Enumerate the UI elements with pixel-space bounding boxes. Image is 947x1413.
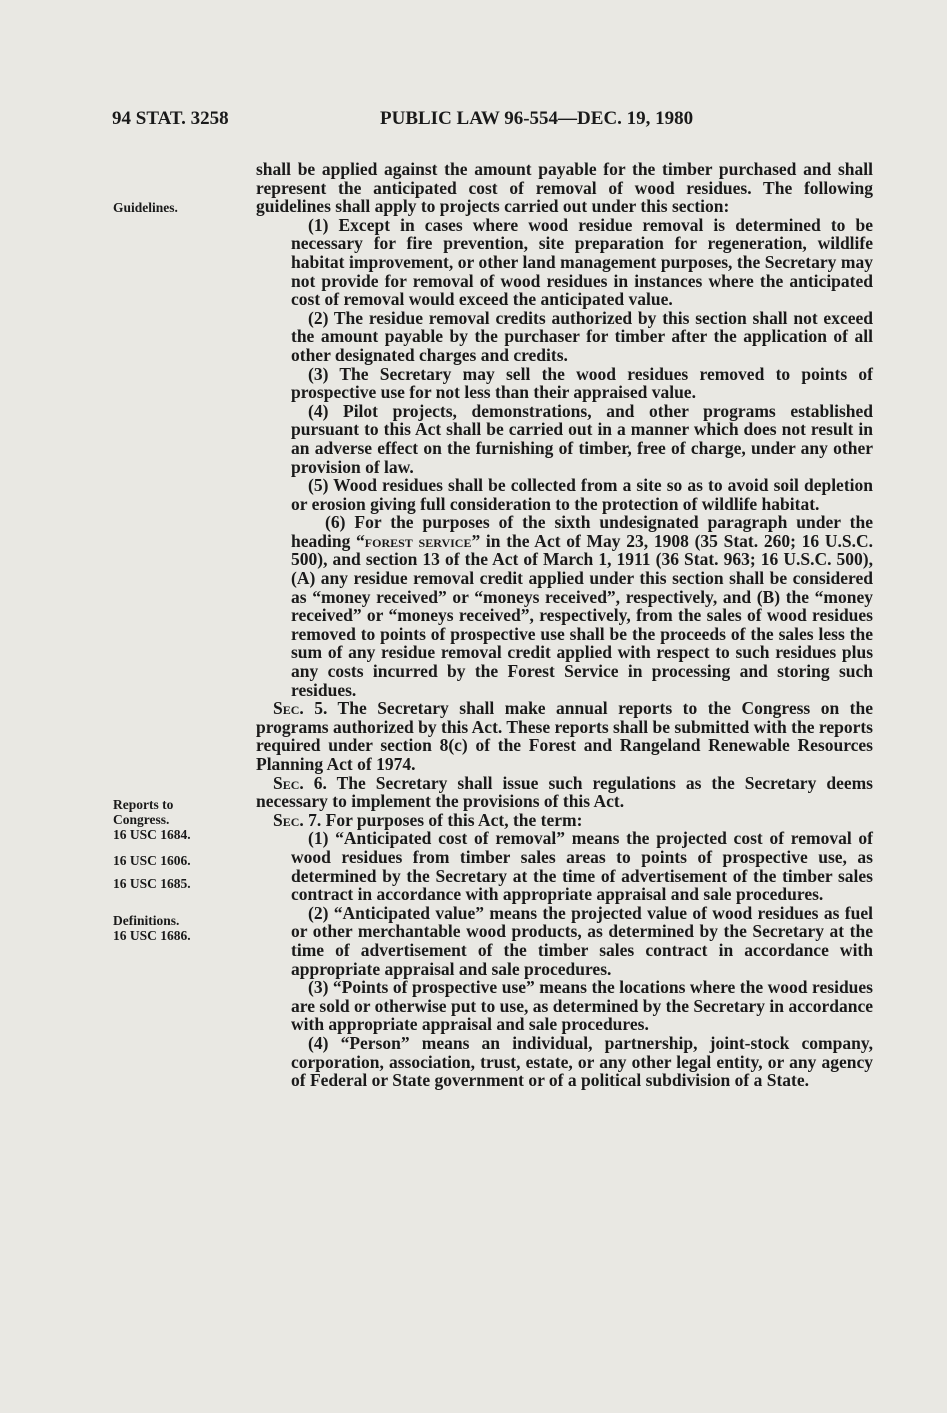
margin-note-definitions: Definitions. 16 USC 1686. [113, 913, 191, 943]
stat-page-number: 94 STAT. 3258 [112, 108, 229, 129]
guideline-2: (2) The residue removal credits authorized by this section shall not exceed the amount payable by the purchaser for timber after the application of all other designated charges and credits. [291, 307, 873, 365]
margin-note-reports: Reports to Congress. 16 USC 1684. [113, 797, 191, 842]
section-5: Sec. 5. The Secretary shall make annual reports to the Congress on the programs authorized by this Act. These reports shall be submitted with the reports required under section 8(c) of the Forest and Rangeland Renewable Resources Planning Act of 1974. [256, 698, 874, 774]
guideline-6: (6) For the purposes of the sixth undesignated paragraph under the heading “forest service” in the Act of May 23, 1908 (35 Stat. 260; 16 U.S.C. 500), and section 13 of the Act of March 1, 1911 (36 Stat. 963; 16 U.S.C. 500), (A) any residue removal credit applied under this section shall be considered as “money received” or “moneys received”, respectively, and (B) the “money received” or “moneys received”, respectively, from the sales of wood residues removed to points of prospective use shall be the proceeds of the sales less the sum of any residue removal credit applied with respect to such residues plus any costs incurred by the Forest Service in processing and storing such residues. [291, 512, 873, 700]
definition-4: (4) “Person” means an individual, partnership, joint-stock company, corporation, association, trust, estate, or any other legal entity, or any agency of Federal or State government or of a political subdivision of a State. [291, 1032, 873, 1091]
guideline-1: (1) Except in cases where wood residue removal is determined to be necessary for fire prevention, site preparation for regeneration, wildlife habitat improvement, or other land management purposes, the Secretary may not provide for removal of wood residues in instances where the anticipated cost of removal would exceed the anticipated value. [291, 214, 873, 310]
statute-body [256, 160, 873, 1090]
definition-3: (3) “Points of prospective use” means the locations where the wood residues are sold or otherwise put to use, as determined by the Secretary in accordance with appropriate appraisal and sale procedures. [291, 977, 873, 1035]
section-5-label: Sec. 5. [273, 698, 328, 719]
law-title: PUBLIC LAW 96-554—DEC. 19, 1980 [380, 108, 694, 129]
definition-1: (1) “Anticipated cost of removal” means the projected cost of removal of wood residues from timber sales areas to points of prospective use, as determined by the Secretary at the time of advertisement of the timber sales contract in accordance with appropriate appraisal and sale procedures. [291, 828, 873, 905]
section-7-label: Sec. 7. [273, 809, 322, 830]
section-7: Sec. 7. For purposes of this Act, the term: [273, 809, 583, 830]
paragraph-continuation: shall be applied against the amount payable for the timber purchased and shall represent the anticipated cost of removal of wood residues. The following guidelines shall apply to projects carried out under this section: [256, 159, 873, 217]
guideline-3: (3) The Secretary may sell the wood residues removed to points of prospective use for not less than their appraised value. [291, 363, 873, 403]
section-6-label: Sec. 6. [273, 772, 327, 793]
guideline-4: (4) Pilot projects, demonstrations, and other programs established pursuant to this Act shall be carried out in a manner which does not result in an adverse effect on the furnishing of timber, free of charge, under any other provision of law. [291, 400, 873, 477]
margin-note-usc-1685: 16 USC 1685. [113, 876, 191, 891]
margin-note-guidelines: Guidelines. [113, 200, 178, 215]
page-header [112, 108, 872, 138]
definition-2: (2) “Anticipated value” means the projected value of wood residues as fuel or other merchantable wood products, as determined by the Secretary at the time of advertisement of the timber sales contract in accordance with appropriate appraisal and sale procedures. [291, 902, 873, 979]
section-6: Sec. 6. The Secretary shall issue such regulations as the Secretary deems necessary to implement the provisions of this Act. [256, 772, 873, 812]
guideline-5: (5) Wood residues shall be collected from a site so as to avoid soil depletion or erosion giving full consideration to the protection of wildlife habitat. [291, 475, 873, 514]
margin-note-usc-1606: 16 USC 1606. [113, 853, 191, 868]
forest-service-heading: forest service [364, 530, 472, 551]
